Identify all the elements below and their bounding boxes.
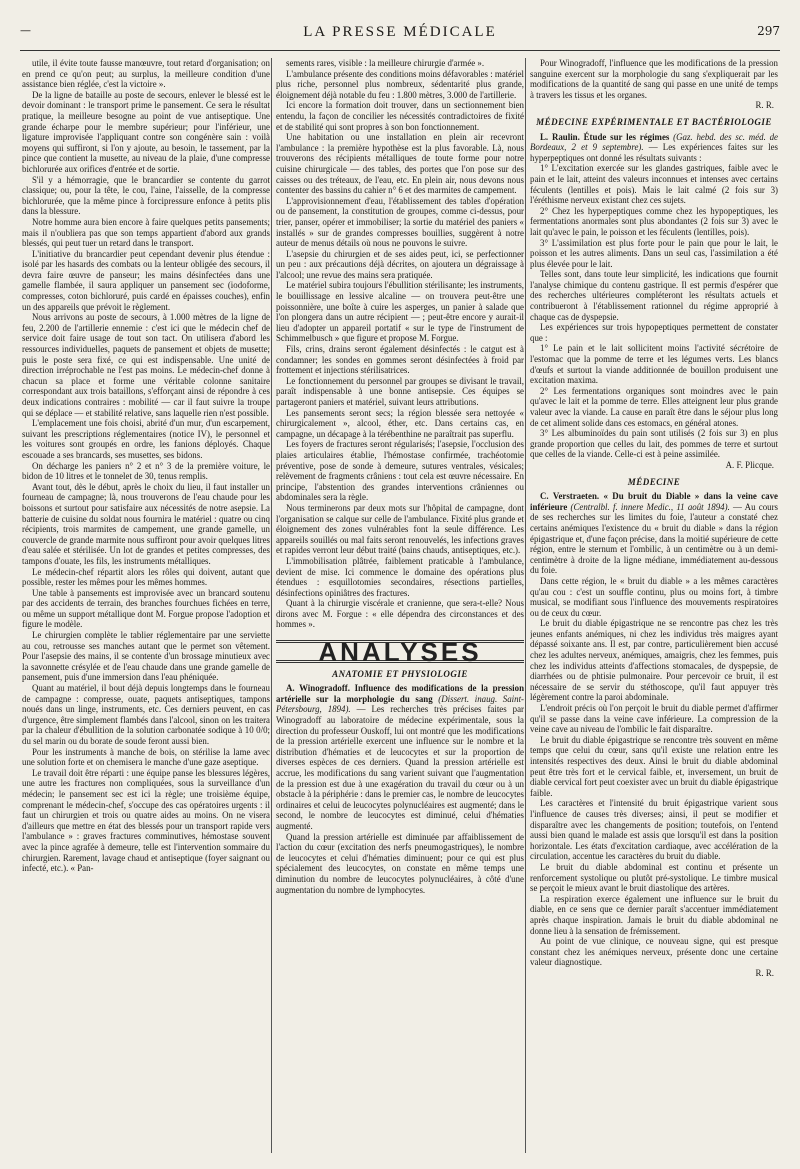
paragraph: Nous arrivons au poste de secours, à 1.000 mètres de la ligne de feu, 2.200 de l'artillerie ennemie : c'est ici que le médecin chef de service doit faire usage de tout son tact. On utilisera d'abord les ressources individuelles, paquets de pansement et objets de musette; puis le poste sera fixé, ce qui est indispensable. Une unité de direction irréprochable ne l'est pas moins. Le médecin-chef donne à chacun sa place et forme une véritable colonne sanitaire correspondant aux trois bataillons, s'efforçant ainsi de répondre à ces deux indications contraires : mobilité — car il faut suivre la troupe qui se déplace — et stabilité relative, sans laquelle rien n'est possible. bbox=[22, 312, 270, 418]
paragraph: Quand la pression artérielle est diminuée par affaiblissement de l'action du cœur (excitation des nerfs pneumogastriques), le nombre de leucocytes et celui d'hématies diminuent; pour ce qui est plus spécialement des leucocytes, on constate en même temps une diminution du nombre de leucocytes polynucléaires, à côté d'une augmentation du nombre de lymphocytes. bbox=[276, 831, 524, 895]
paragraph: La respiration exerce également une influence sur le bruit du diable, en ce sens que ce dernier paraît s'accentuer immédiatement après chaque inspiration. Jamais le bruit du diable abdominal ne donne lieu à la sensation de frémissement. bbox=[530, 893, 778, 936]
paragraph: 1° Le pain et le lait sollicitent moins l'activité sécrétoire de l'estomac que la pomme de terre et les légumes verts. Les blancs d'œufs et surtout la viande additionnée de bouillon produisent une excitation maxima. bbox=[530, 343, 778, 386]
paragraph: 1° L'excitation exercée sur les glandes gastriques, faible avec le pain et le lait, atteint des valeurs inconnues et intenses avec certains féculents (lentilles et pois). Mais le lait calmé (2 fois sur 3) l'éréthisme nerveux existant chez ces sujets. bbox=[530, 163, 778, 206]
paragraph: L'asepsie du chirurgien et de ses aides peut, ici, se perfectionner un peu : aux précautions déjà décrites, on ajoutera un dégraissage à l'alcool; une revue des mains sera pratiquée. bbox=[276, 248, 524, 280]
paragraph: L'emplacement une fois choisi, abrité d'un mur, d'un escarpement, suivant les prescriptions réglementaires (notice IV), le personnel et les voitures sont groupés en ordre, les fanions déployés. Chaque escouade a ses brancards, ses musettes, ses bidons. bbox=[22, 418, 270, 460]
paragraph: 3° Les albuminoïdes du pain sont utilisés (2 fois sur 3) en plus grande proportion que celles du lait, des pommes de terre et surtout que celles de la viande. Celle-ci est à peine assimilée. bbox=[530, 428, 778, 460]
paragraph: Pour Winogradoff, l'influence que les modifications de la pression sanguine exercent sur la morphologie du sang s'expliquerait par les modifications de la quantité de sang qui passe en une unité de temps à travers les tissus et les organes. bbox=[530, 58, 778, 100]
abstract-reference: (Gaz. hebd. des sc. méd. de Bordeaux, 2 et 9 septembre). bbox=[530, 131, 778, 153]
paragraph: Le bruit du diable abdominal est continu et présente un renforcement systolique ou plutôt pré-systolique. Le timbre musical se perçoit le mieux avant le bruit diastolique des artères. bbox=[530, 861, 778, 894]
paragraph: 3° L'assimilation est plus forte pour le pain que pour le lait, le poisson et les autres aliments. Dans un seul cas, l'assimilation a été plus élevée pour le lait. bbox=[530, 237, 778, 269]
paragraph: Ici encore la formation doit trouver, dans un sectionnement bien entendu, la façon de concilier les nécessités contradictoires de fixité et de stabilité qui sont propres à son bon fonctionnement. bbox=[276, 100, 524, 132]
column-divider-1 bbox=[271, 58, 272, 1153]
section-heading-anatomy: ANATOMIE ET PHYSIOLOGIE bbox=[332, 668, 468, 679]
paragraph: Quant au matériel, il bout déjà depuis longtemps dans le fourneau de campagne : compresse, ouate, paquets antiseptiques, tampons noués dans un linge, instruments, etc. Ces derniers peuvent, en cas d'urgence, être simplement flambés dans l'alcool, sinon on les traitera par la chaleur d'ébullition de la solution carbonatée sodique à 10 0/0; du sel marin ou du borate de soude feront aussi bien. bbox=[22, 683, 270, 746]
paragraph: Telles sont, dans toute leur simplicité, les indications que fournit l'analyse chimique du contenu gastrique. Il est permis d'espérer que des recherches ultérieures compléteront les résultats actuels et contribueront à l'établissement rationnel du régime approprié à chaque cas de dyspepsie. bbox=[530, 269, 778, 322]
paragraph: utile, il évite toute fausse manœuvre, tout retard d'organisation; on en prend ce qu'on peut; au surplus, la meilleure condition d'une assistance bien réglée, c'est la victoire ». bbox=[22, 58, 270, 90]
paragraph: Quant à la chirurgie viscérale et cranienne, que sera-t-elle? Nous dirons avec M. Forgue : « elle dépendra des circonstances et des hommes ». bbox=[276, 598, 524, 630]
signature: A. F. Plicque. bbox=[725, 459, 774, 470]
abstract-heading: L. Raulin. Étude sur les régimes bbox=[540, 131, 670, 142]
paragraph: Le médecin-chef répartit alors les rôles qui doivent, autant que possible, rester les mêmes pour les mêmes hommes. bbox=[22, 566, 270, 588]
paragraph: Une table à pansements est improvisée avec un brancard soutenu par des accidents de terrain, des branches fourchues fichées en terre, ou même un support métallique dont M. Forgue propose l'adoption et figure le modèle. bbox=[22, 587, 270, 630]
paragraph: Pour les instruments à manche de bois, on stérilise la lame avec une solution forte et on chemisera le manche d'une gaze aseptique. bbox=[22, 746, 270, 768]
page-header bbox=[20, 24, 780, 46]
abstract-body: — Les recherches très précises faites par Winogradoff au laboratoire de médecine expérimentale, sous la direction du professeur Ouskoff, lui ont montré que les modifications de la pression artérielle exercent une influence sur le nombre et la distribution d'hématies et de leucocytes et sur la proportion de diverses espèces de ces derniers. Quand la pression artérielle est accrue, les modifications du sang varient suivant que l'augmentation de la pression est due à une exagération du travail du cœur ou à un obstacle à la périphérie : dans le premier cas, le nombre de leucocytes ordinaires et celui de leucocytes polynucléaires est augmenté; dans le second, le nombre de leucocytes est diminué, celui d'hématies augmenté. bbox=[276, 704, 524, 831]
paragraph: Les expériences sur trois hypopeptiques permettent de constater que : bbox=[530, 322, 778, 343]
paragraph: L'approvisionnement d'eau, l'établissement des tables d'opération ou de pansement, la constitution de groupes, comme ci-dessus, pour trier, panser, opérer et immobiliser; la sortie du matériel des paniers « installés » sur de grandes compresses bouillies, suggèrent à notre auteur de menus détails où nous ne pouvons le suivre. bbox=[276, 195, 524, 249]
paragraph: L'ambulance présente des conditions moins défavorables : matériel plus riche, personnel plus nombreux, sédentarité plus grande, éloignement déjà notable du feu : 1.800 mètres, 3.000 de l'artillerie. bbox=[276, 68, 524, 100]
paragraph: Dans cette région, le « bruit du diable » a les mêmes caractères qu'au cou : c'est un souffle continu, plus ou moins fort, à timbre musical, se modifiant sous l'influence des mouvements respiratoires ou de ceux du cœur. bbox=[530, 575, 778, 618]
abstract-reference: (Centralbl. f. innere Medic., 11 août 1894). bbox=[570, 501, 730, 512]
paragraph: S'il y a hémorragie, que le brancardier se contente du garrot classique; ou, pour la tête, le cou, l'aine, l'aisselle, de la compresse bichlorurée, que la même pince à forcipressure enfonce à petits plis dans la blessure. bbox=[22, 174, 270, 217]
abstract-body: — Les expériences faites sur les hyperpeptiques ont donné les résultats suivants : bbox=[530, 142, 778, 163]
paragraph: On décharge les paniers n° 2 et n° 3 de la première voiture, le bidon de 10 litres et le tonnelet de 30, tenus remplis. bbox=[22, 460, 270, 482]
paragraph: Au point de vue clinique, ce nouveau signe, qui est presque constant chez les anémiques nerveux, présente donc une certaine valeur diagnostique. bbox=[530, 936, 778, 968]
section-heading-experimental: MÉDECINE EXPÉRIMENTALE ET BACTÉRIOLOGIE bbox=[536, 116, 772, 127]
abstract-heading: C. Verstraeten. « Du bruit du Diable » dans la veine cave inférieure bbox=[530, 491, 778, 512]
paragraph: Nous terminerons par deux mots sur l'hôpital de campagne, dont l'organisation se calque sur celle de l'ambulance. Fixité plus grande et éloignement des zones vulnérables font la seule différence. Les appareils souillés ou mal faits seront renouvelés, les infections graves et rapides verront leur début traité (bains chauds, antiseptiques, etc.). bbox=[276, 502, 524, 556]
abstract-body: — Au cours de ses recherches sur les limites du foie, l'auteur a constaté chez certains anémiques l'existence du « bruit du diable » dans la région épigastrique et, d'une façon précise, dans la moitié supérieure de cette région, entre le sternum et l'ombilic, à un centimètre ou à un demi-centimètre à droite de la ligne médiane, immédiatement au-dessous du foie. bbox=[530, 501, 778, 576]
signature: R. R. bbox=[755, 967, 774, 978]
paragraph: Les pansements seront secs; la région blessée sera nettoyée « chirurgicalement », alcool, éther, etc. Dans certains cas, en campagne, un décapage à la térébenthine ne paraîtrait pas superflu. bbox=[276, 407, 524, 439]
analyses-banner bbox=[276, 637, 524, 668]
paragraph: Le travail doit être réparti : une équipe panse les blessures légères, une autre les fractures non compliquées, sous la surveillance d'un médecin; le pansement sec est ici la règle; une troisième équipe, comprenant le médecin-chef, s'occupe des cas opératoires urgents : il faut un chirurgien et trois ou quatre aides au moins. On ne visera d'ailleurs que mettre en état des blessés pour un transport rapide vers l'ambulance » : graves fractures comminutives, hémostase souvent avec la pince agrafée à demeure, telle est l'intervention sommaire du chirurgien. Rarement, lavage chaud et antiseptique (foyer saignant ou infecté, etc.). « Pan- bbox=[22, 767, 270, 874]
paragraph: sements rares, visible : la meilleure chirurgie d'armée ». bbox=[286, 58, 485, 68]
column-divider-2 bbox=[525, 58, 526, 1153]
paragraph: Le bruit du diable épigastrique se rencontre très souvent en même temps que celui du cœur, sans qu'il existe une relation entre les intensités respectives des deux. Ainsi le bruit du diable abdominal peut être très fort et le cervical faible, et, inversement, un bruit de diable cervical fort peut coexister avec un bruit du diable épigastrique faible. bbox=[530, 734, 778, 798]
paragraph: Le chirurgien complète le tablier réglementaire par une serviette au cou, retrousse ses manches autant que le permet son vêtement. Pour l'asepsie des mains, il se contente d'un brossage minutieux avec la savonnette crésylée et de l'eau chaude dans une grande gamelle de pansement, puis d'une immersion dans l'eau phéniquée. bbox=[22, 630, 270, 683]
column-3 bbox=[530, 58, 778, 1153]
paragraph: Fils, crins, drains seront également désinfectés : le catgut est à condamner; les sondes en gommes seront désinfectées à froid par frottement et injections stérilisatrices. bbox=[276, 344, 524, 376]
analyses-title: ANALYSES bbox=[318, 637, 482, 668]
paragraph: 2° Chez les hyperpeptiques comme chez les hypopeptiques, les fermentations anormales sont plus abondantes (2 fois sur 3) avec le lait qu'avec le pain, le poisson et les féculents (lentilles, pois). bbox=[530, 205, 778, 237]
paragraph: Le matériel subira toujours l'ébullition stérilisante; les instruments, le bouillissage en lessive alcaline — on trouvera peut-être une poissonnière, une boîte à cuire les asperges, un panier à salade que l'on plongera dans un autre récipient — ; peut-être encore y aurait-il lieu d'adopter un appareil portatif « sur le type de l'instrument de Schimmelbusch » que figure et propose M. Forgue. bbox=[276, 280, 524, 344]
paragraph: Le fonctionnement du personnel par groupes se divisant le travail, paraît indispensable à une bonne antisepsie. Ces équipes se partageront paniers et matériel, suivant leurs attributions. bbox=[276, 375, 524, 407]
abstract-raulin bbox=[530, 132, 778, 164]
abstract-winogradoff bbox=[276, 683, 524, 831]
abstract-verstraeten bbox=[530, 491, 778, 576]
paragraph: Les caractères et l'intensité du bruit épigastrique varient sous l'influence de causes très diverses; ainsi, il peut se modifier et disparaître avec les changements de position; toutefois, on l'entend aussi bien quand le malade est assis que lorsqu'il est dans la position horizontale. Les états d'excitation cardiaque, avec accélération de la circulation, accentue les caractères du bruit du diable. bbox=[530, 798, 778, 862]
column-2 bbox=[276, 58, 524, 1153]
paragraph: Avant tout, dès le début, après le choix du lieu, il faut installer un fourneau de campagne; là, nous trouverons de l'eau chaude pour les boissons et surtout pour satisfaire aux nécessités de notre asepsie. La batterie de cuisine du soldat nous fournira le matériel : quatre ou cinq récipients, trois marmites de campement, une grande gamelle, un couvercle de grande marmite nous suffiront pour avoir quelques litres d'eau salée et stérilisée. Un lot de grandes et petites compresses, des tampons d'ouate, les fils, les instruments métalliques. bbox=[22, 481, 270, 566]
journal-title: LA PRESSE MÉDICALE bbox=[303, 24, 497, 40]
paragraph: Notre homme aura bien encore à faire quelques petits pansements; mais il n'oubliera pas que son temps appartient d'abord aux grands blessés, qui peut tuer un retard dans le transport. bbox=[22, 216, 270, 249]
paragraph: Une habitation ou une installation en plein air recevront l'ambulance : la première hypothèse est la plus favorable. Là, nous trouverons des récipients métalliques de toute forme pour notre cuisine chirurgicale — des tables, des portes que l'on pose sur des caisses ou des tréteaux, de l'eau, etc. En plein air, nous devons nous contenter des bassins du cahier n° 6 et des marmites de campement. bbox=[276, 132, 524, 196]
paragraph: Le bruit du diable épigastrique ne se rencontre pas chez les très jeunes enfants anémiques, ni chez les individus très maigres ayant dépassé soixante ans. Il est, par contre, particulièrement bien accusé chez les adultes nerveux, anémiques, amaigris, chez les femmes, puis chez les individus atteints d'affections stomacales, de dyspepsie, de diarrhées ou de phtisie pulmonaire. Pour percevoir ce bruit, il est nécessaire de se servir du stéthoscope, qu'il faut appuyer très légèrement contre la paroi abdominale. bbox=[530, 618, 778, 703]
paragraph: De la ligne de bataille au poste de secours, enlever le blessé est le devoir dominant : le transport prime le pansement. Ce sera le résultat pratique, la meilleure besogne au point de vue antiseptique. Une grande écharpe pour le membre supérieur; pour l'inférieur, une ligature improvisée l'appliquant contre son congénère sain : voilà moyens qui suffiront, si l'on y ajoute, au besoin, le tassement, par la pince que contient la musette, au niveau de la plaie, d'une compresse bichlorurée aux orifices d'entrée et de sortie. bbox=[22, 89, 270, 174]
paragraph: Les foyers de fractures seront régularisés; l'asepsie, l'occlusion des plaies articulaires établie, l'hémostase confirmée, trachéotomie préventive, pose de sonde à demeure, sutures ventrales, vésicales; relèvement de fragments crâniens : tout cela est œuvre nécessaire. En principe, l'abstention des grandes interventions crâniennes ou abdominales sera la règle. bbox=[276, 439, 524, 503]
abstract-heading: A. Winogradoff. Influence des modifications de la pression artérielle sur la morphologie du sang bbox=[276, 683, 524, 704]
signature: R. R. bbox=[755, 100, 774, 111]
paragraph: L'initiative du brancardier peut cependant devenir plus étendue : isolé par les hasards des combats ou la lenteur obligée des secours, il devra faire œuvre de panseur; les mains désinfectées dans une gamelle flambée, il saura appliquer un pansement sec (iodoforme, compresses, coton bichloruré, puis cardé en épaisses couches), enfin un des appareils que prévoit le règlement. bbox=[22, 248, 270, 312]
paragraph: L'endroit précis où l'on perçoit le bruit du diable permet d'affirmer qu'il se passe dans la veine cave inférieure. La compression de la veine cave au niveau de l'ombilic le fait disparaître. bbox=[530, 703, 778, 735]
paragraph: L'immobilisation plâtrée, faiblement praticable à l'ambulance, devient de mise. Ici commence le domaine des opérations plus étendues : esquillotomies secondaires, résections partielles, désinfections opiniâtres des fractures. bbox=[276, 555, 524, 598]
paragraph: 2° Les fermentations organiques sont moindres avec le pain qu'avec le lait et la pomme de terre. Elles atteignent leur plus grande valeur avec la viande. La cause en paraît être dans le séjour plus long de cet aliment solide dans ces estomacs, en général atones. bbox=[530, 385, 778, 428]
page-number: 297 bbox=[757, 24, 780, 38]
abstract-reference: (Dissert. inaug. Saint-Pétersbourg, 1894). bbox=[276, 693, 524, 715]
header-left-mark: — bbox=[20, 24, 31, 37]
header-rule bbox=[20, 50, 780, 51]
column-1 bbox=[22, 58, 270, 1153]
section-heading-medicine: MÉDECINE bbox=[627, 476, 681, 487]
